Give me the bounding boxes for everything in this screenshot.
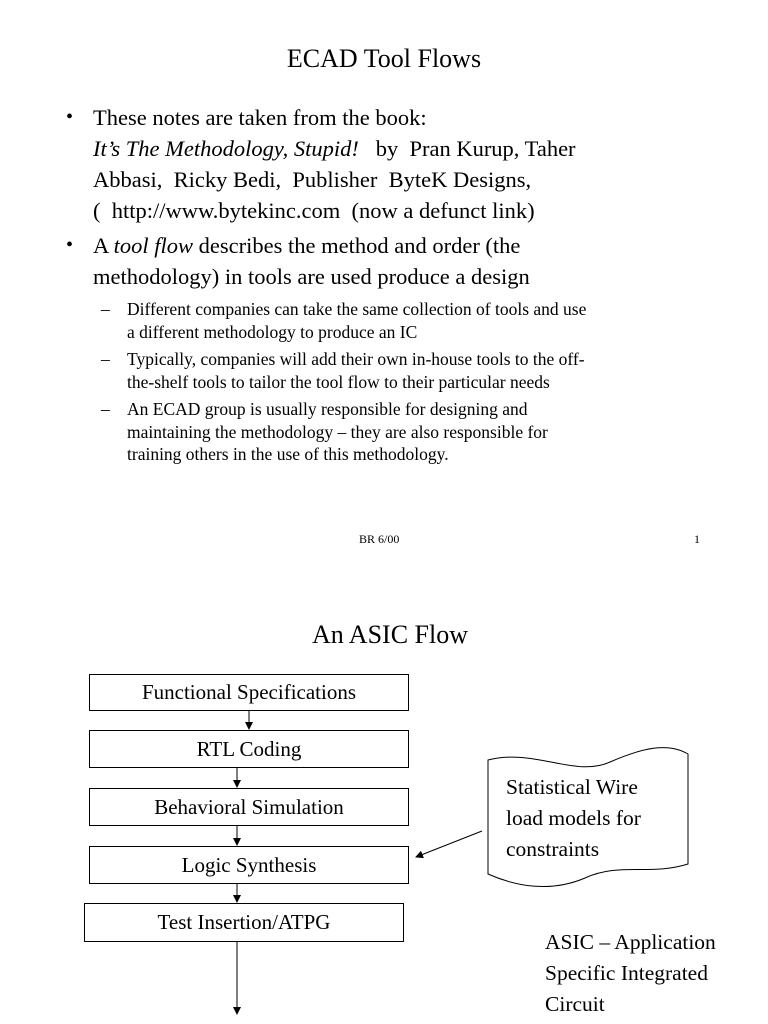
sub-bullet-line: a different methodology to produce an IC [127, 321, 418, 342]
sub-bullet-line: – Typically, companies will add their own in-house tools to the off- [127, 349, 585, 369]
text: describes the method and order (the [193, 233, 521, 258]
slide1-title: ECAD Tool Flows [286, 44, 482, 73]
slide2-title: An ASIC Flow [311, 620, 469, 649]
sub-bullet-line: the-shelf tools to tailor the tool flow to their particular needs [127, 371, 550, 392]
arrow-note-to-synthesis [416, 831, 482, 857]
wire-load-note-text [506, 772, 641, 865]
flow-step-rtl-coding: RTL Coding [89, 730, 409, 768]
definition-line: Specific Integrated [545, 961, 708, 985]
bullet-line: Abbasi, Ricky Bedi, Publisher ByteK Designs, [93, 167, 532, 192]
term-tool-flow: tool flow [113, 233, 194, 258]
flow-step-behavioral-simulation: Behavioral Simulation [89, 788, 409, 826]
book-title: It’s The Methodology, Stupid! [93, 136, 359, 161]
note-line: constraints [506, 837, 600, 861]
sub-bullet-line: – Different companies can take the same collection of tools and use [127, 299, 587, 319]
footer-center: BR 6/00 [359, 532, 400, 546]
sub-bullet-line: maintaining the methodology – they are also responsible for [127, 421, 548, 442]
sub-bullet-line: – An ECAD group is usually responsible for designing and [127, 399, 528, 419]
flow-step-functional-specifications: Functional Specifications [89, 674, 409, 711]
definition-line: ASIC – Application [545, 930, 716, 954]
bullet-line: methodology) in tools are used produce a design [93, 264, 530, 289]
book-authors: by Pran Kurup, Taher [358, 136, 576, 161]
definition-line: Circuit [545, 992, 605, 1016]
note-line: Statistical Wire [506, 775, 638, 799]
note-line: load models for [506, 806, 641, 830]
flow-step-test-insertion: Test Insertion/ATPG [84, 903, 404, 942]
text: A [93, 233, 114, 258]
bullet-line-link: ( http://www.bytekinc.com (now a defunct link) [93, 198, 535, 223]
flow-step-logic-synthesis: Logic Synthesis [89, 846, 409, 884]
sub-bullet-line: training others in the use of this methodology. [127, 444, 449, 464]
bullet-line: • These notes are taken from the book: [93, 105, 427, 130]
page-number: 1 [694, 532, 700, 546]
asic-definition [545, 927, 716, 1020]
